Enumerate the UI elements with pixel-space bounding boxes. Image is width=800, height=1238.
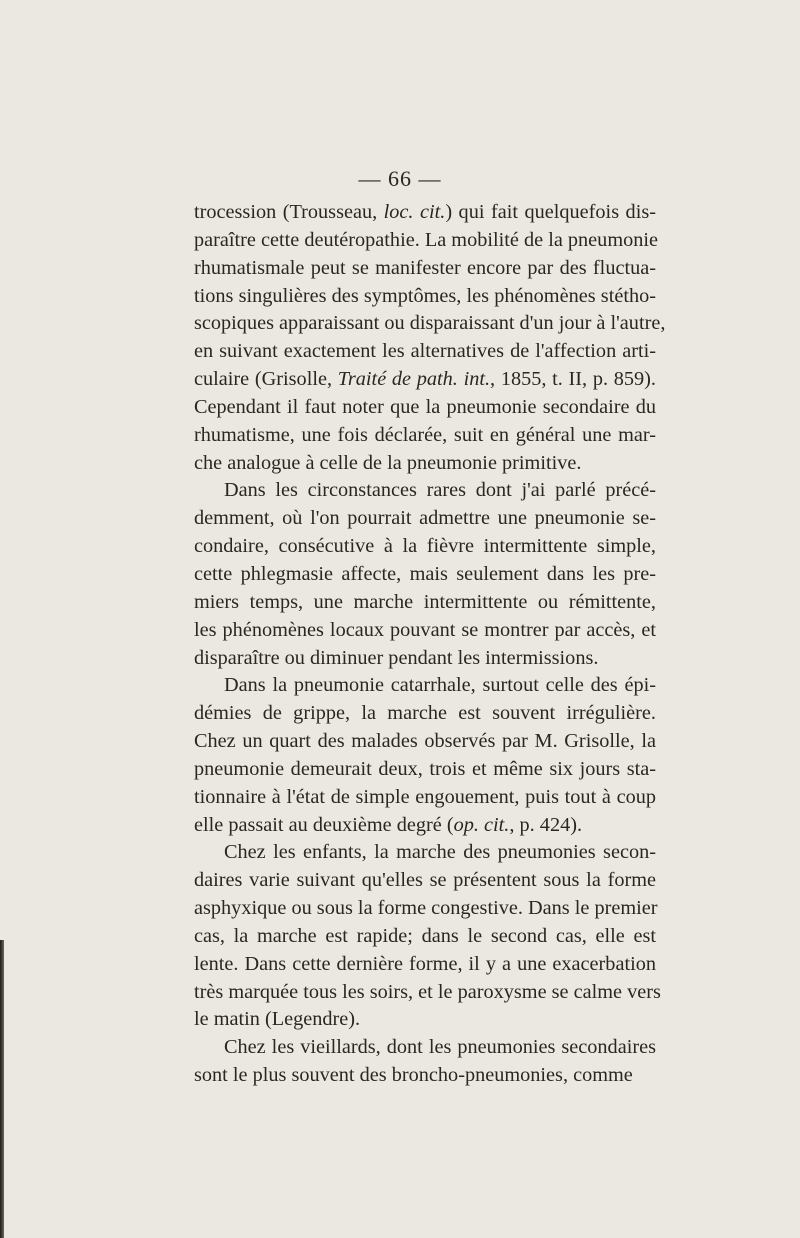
text-line: cette phlegmasie affecte, mais seulement dans les pre-	[194, 562, 656, 585]
text-line: daires varie suivant qu'elles se présentent sous la forme	[194, 869, 656, 892]
text-line: condaire, consécutive à la fièvre intermittente simple,	[194, 535, 656, 558]
text-line: sont le plus souvent des broncho-pneumonies, comme	[194, 1064, 633, 1087]
text-line: démies de grippe, la marche est souvent irrégulière.	[194, 702, 656, 725]
text-line: Cependant il faut noter que la pneumonie secondaire du	[194, 395, 656, 418]
paragraph-start-line: Chez les enfants, la marche des pneumonies secon-	[224, 841, 656, 864]
text-line: lente. Dans cette dernière forme, il y a une exacerbation	[194, 952, 656, 975]
text-line: très marquée tous les soirs, et le paroxysme se calme vers	[194, 980, 661, 1003]
text-line: culaire (Grisolle, Traité de path. int., 1855, t. II, p. 859).	[194, 368, 656, 391]
text-line: che analogue à celle de la pneumonie primitive.	[194, 451, 582, 474]
text-line: les phénomènes locaux pouvant se montrer par accès, et	[194, 618, 656, 641]
text-line: pneumonie demeurait deux, trois et même six jours sta-	[194, 757, 656, 780]
page-edge-shadow	[0, 940, 4, 1238]
text-line: demment, où l'on pourrait admettre une pneumonie se-	[194, 507, 656, 530]
paragraph-start-line: Dans la pneumonie catarrhale, surtout celle des épi-	[224, 674, 656, 697]
text-line: tions singulières des symptômes, les phénomènes stétho-	[194, 284, 656, 307]
body-text	[194, 199, 666, 1090]
text-line: paraître cette deutéropathie. La mobilité de la pneumonie	[194, 228, 659, 251]
paragraph-start-line: Dans les circonstances rares dont j'ai parlé précé-	[224, 479, 656, 502]
paragraph-start-line: Chez les vieillards, dont les pneumonies secondaires	[224, 1036, 656, 1059]
text-line: elle passait au deuxième degré (op. cit., p. 424).	[194, 813, 583, 836]
text-line: Chez un quart des malades observés par M. Grisolle, la	[194, 730, 656, 753]
text-line: cas, la marche est rapide; dans le second cas, elle est	[194, 924, 656, 947]
text-line: disparaître ou diminuer pendant les intermissions.	[194, 646, 599, 669]
text-line: trocession (Trousseau, loc. cit.) qui fait quelquefois dis-	[194, 201, 656, 223]
text-line: rhumatisme, une fois déclarée, suit en général une mar-	[194, 423, 656, 446]
text-line: le matin (Legendre).	[194, 1008, 361, 1031]
page-number: — 66 —	[358, 166, 442, 191]
text-line: en suivant exactement les alternatives de l'affection arti-	[194, 340, 656, 363]
text-line: miers temps, une marche intermittente ou rémittente,	[194, 590, 656, 613]
text-line: asphyxique ou sous la forme congestive. Dans le premier	[194, 897, 658, 920]
text-line: rhumatismale peut se manifester encore par des fluctua-	[194, 256, 656, 279]
text-line: scopiques apparaissant ou disparaissant d'un jour à l'autre,	[194, 312, 666, 335]
text-line: tionnaire à l'état de simple engouement, puis tout à coup	[194, 785, 656, 808]
